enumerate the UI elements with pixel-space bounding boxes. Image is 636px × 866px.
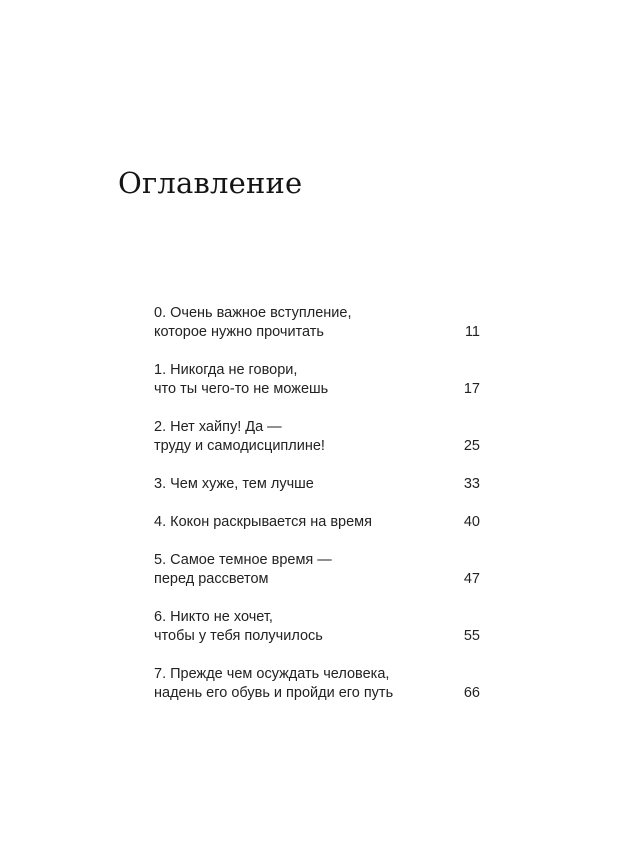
toc-entry-4: [154, 513, 480, 532]
toc-entry-2: [154, 418, 480, 456]
page-title: Оглавление: [118, 166, 303, 200]
toc-entry-1: [154, 361, 480, 399]
toc-entry-title: [154, 551, 424, 589]
toc-entry-line: 3. Чем хуже, тем лучше: [154, 476, 314, 492]
toc-entry-line: 6. Никто не хочет,: [154, 609, 273, 625]
table-of-contents: [154, 304, 480, 722]
toc-entry-title: [154, 475, 424, 494]
toc-page-number: 11: [464, 324, 480, 340]
toc-entry-line: чтобы у тебя получилось: [154, 628, 323, 644]
toc-entry-line: надень его обувь и пройди его путь: [154, 685, 394, 701]
toc-entry-title: [154, 608, 424, 646]
toc-entry-line: труду и самодисциплине!: [154, 438, 325, 454]
toc-page-number: 33: [463, 476, 480, 492]
toc-entry-line: которое нужно прочитать: [154, 324, 324, 340]
toc-entry-title: [154, 361, 424, 399]
toc-entry-line: 4. Кокон раскрывается на время: [154, 514, 372, 530]
toc-page-number: 47: [463, 571, 480, 587]
toc-entry-line: 0. Очень важное вступление,: [154, 305, 352, 321]
toc-entry-line: 5. Самое темное время —: [154, 552, 332, 568]
toc-entry-title: [154, 304, 424, 342]
toc-page-number: 55: [463, 628, 480, 644]
toc-entry-5: [154, 551, 480, 589]
toc-page-number: 40: [463, 514, 480, 530]
toc-entry-line: 1. Никогда не говори,: [154, 362, 298, 378]
toc-entry-line: перед рассветом: [154, 571, 269, 587]
toc-entry-title: [154, 513, 424, 532]
toc-entry-0: [154, 304, 480, 342]
toc-entry-6: [154, 608, 480, 646]
toc-entry-line: что ты чего-то не можешь: [154, 381, 329, 397]
toc-entry-title: [154, 665, 424, 703]
toc-entry-title: [154, 418, 424, 456]
toc-entry-line: 7. Прежде чем осуждать человека,: [154, 666, 390, 682]
toc-entry-7: [154, 665, 480, 703]
toc-entry-3: [154, 475, 480, 494]
toc-entry-line: 2. Нет хайпу! Да —: [154, 419, 282, 435]
toc-page-number: 25: [463, 438, 480, 454]
toc-page-number: 66: [463, 685, 480, 701]
toc-page-number: 17: [463, 381, 480, 397]
